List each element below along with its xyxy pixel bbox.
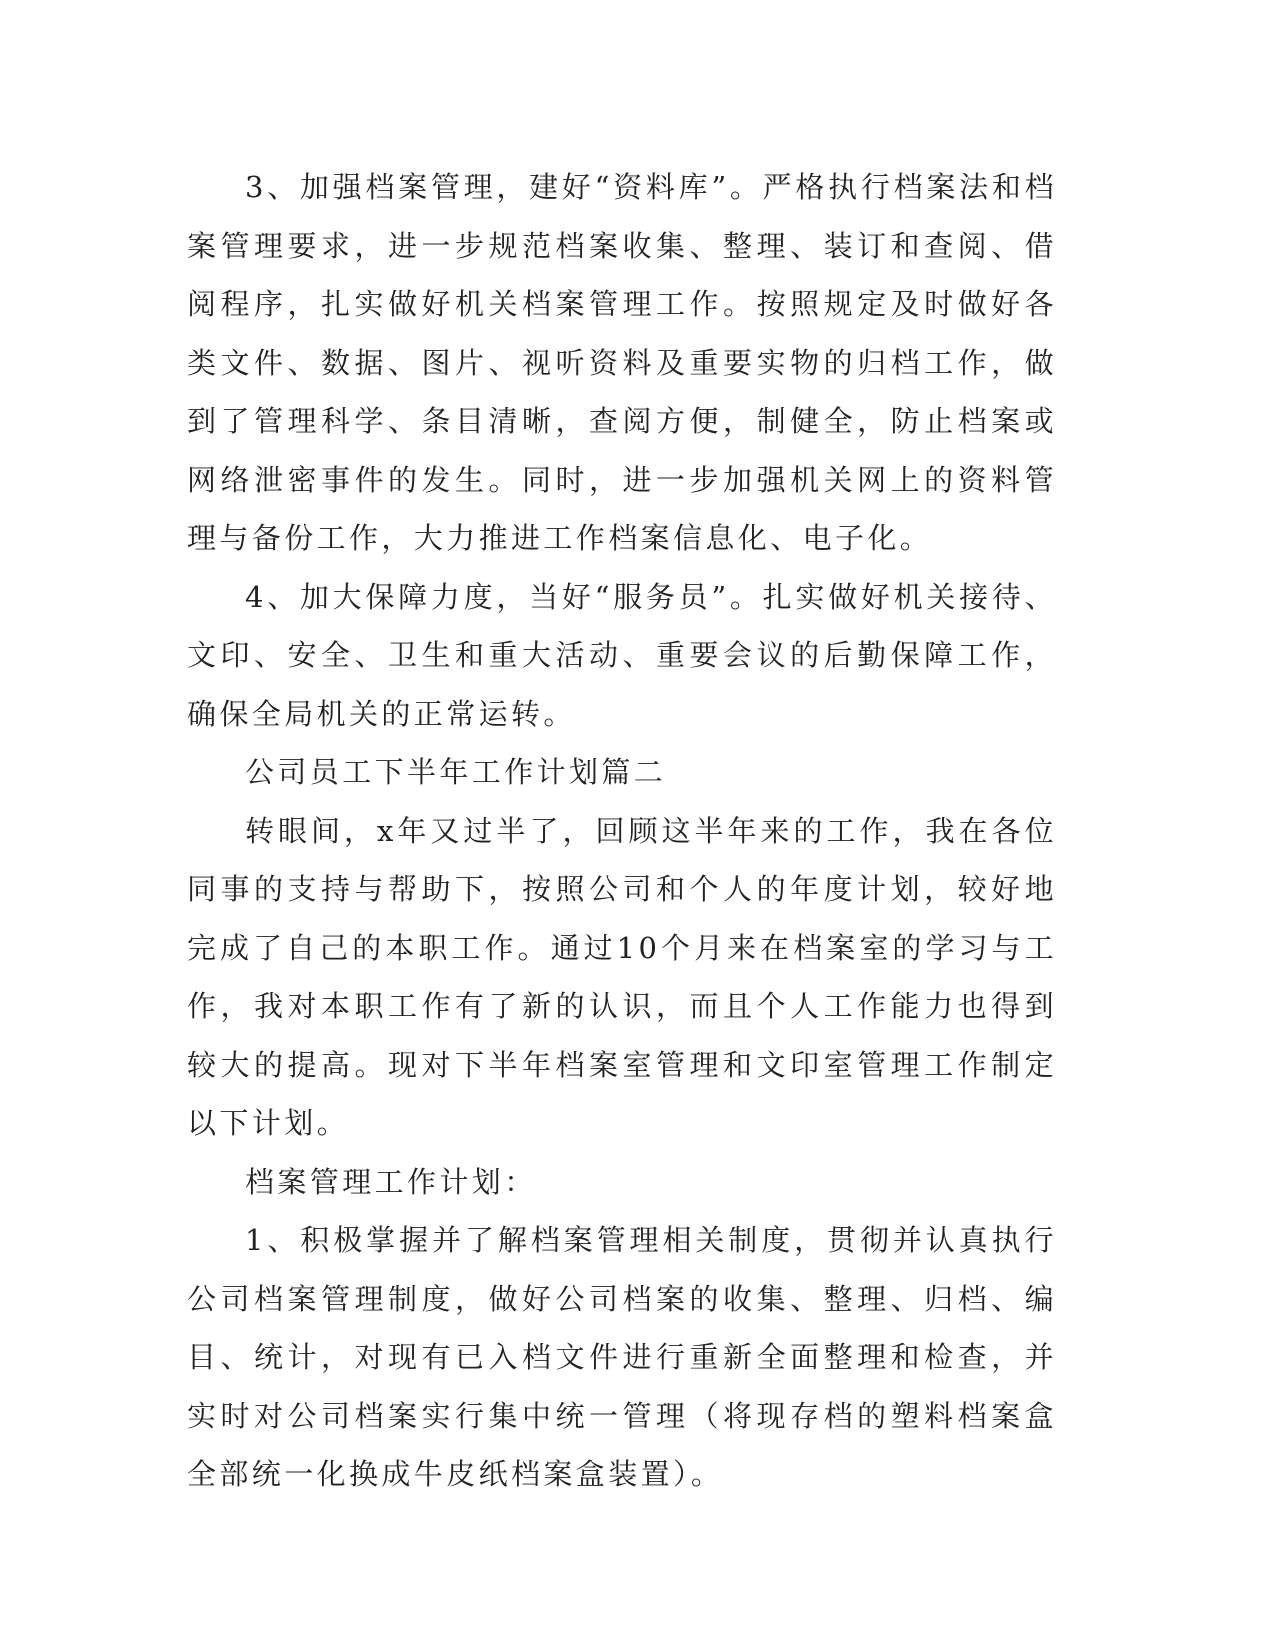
paragraph-half-year-review: 转眼间，x年又过半了，回顾这半年来的工作，我在各位同事的支持与帮助下，按照公司和个人的年度计划，较好地完成了自己的本职工作。通过10个月来在档案室的学习与工作，我对本职工作有了新的认识，而且个人工作能力也得到较大的提高。现对下半年档案室管理和文印室管理工作制定以下计划。 [187, 813, 1057, 1140]
paragraph-service-support: 4、加大保障力度，当好“服务员”。扎实做好机关接待、文印、安全、卫生和重大活动、重要会议的后勤保障工作，确保全局机关的正常运转。 [187, 579, 1057, 731]
subheading-archive-plan: 档案管理工作计划： [245, 1164, 537, 1199]
paragraph-plan-item-1: 1、积极掌握并了解档案管理相关制度，贯彻并认真执行公司档案管理制度，做好公司档案的收集、整理、归档、编目、统计，对现有已入档文件进行重新全面整理和检查，并实时对公司档案实行集中统一管理（将现存档的塑料档案盒全部统一化换成牛皮纸档案盒装置）。 [187, 1223, 1057, 1491]
section-heading-part-two: 公司员工下半年工作计划篇二 [245, 755, 667, 789]
document-body [187, 158, 1057, 1504]
paragraph-archive-management: 3、加强档案管理，建好“资料库”。严格执行档案法和档案管理要求，进一步规范档案收集、整理、装订和查阅、借阅程序，扎实做好机关档案管理工作。按照规定及时做好各类文件、数据、图片、视听资料及重要实物的归档工作，做到了管理科学、条目清晰，查阅方便，制健全，防止档案或网络泄密事件的发生。同时，进一步加强机关网上的资料管理与备份工作，大力推进工作档案信息化、电子化。 [187, 170, 1057, 555]
